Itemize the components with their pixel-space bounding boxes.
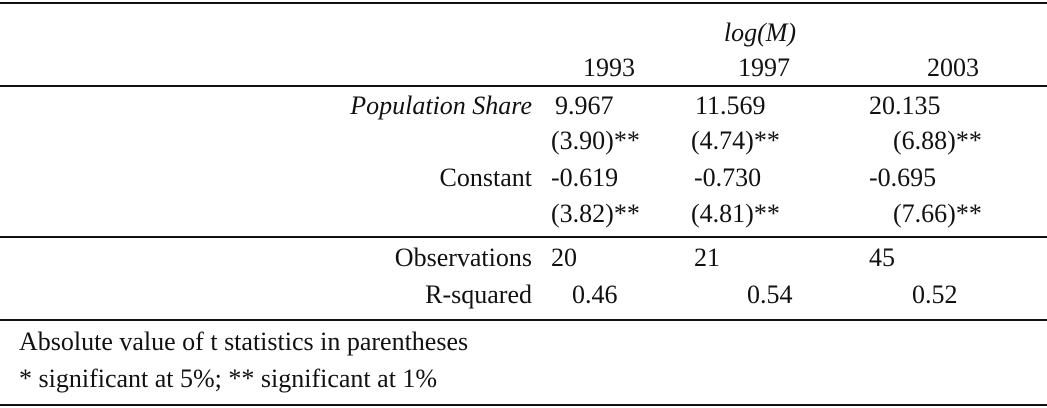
row-label-population-share: Population Share (350, 91, 532, 120)
stats-rule (0, 319, 1047, 321)
column-header-1997: 1997 (738, 53, 790, 82)
note-significance: * significant at 5%; ** significant at 1% (19, 364, 438, 393)
coef-population-share-1997: 11.569 (695, 91, 766, 120)
column-header-2003: 2003 (927, 53, 979, 82)
stat-label-r-squared: R-squared (425, 280, 532, 309)
observations-1997: 21 (694, 243, 720, 272)
tstat-population-share-1993: (3.90)** (551, 126, 640, 155)
r-squared-1997: 0.54 (747, 280, 793, 309)
tstat-constant-1997: (4.81)** (691, 199, 780, 228)
observations-2003: 45 (869, 243, 895, 272)
coef-constant-1997: -0.730 (694, 163, 762, 192)
tstat-population-share-1997: (4.74)** (691, 126, 780, 155)
bottom-rule (0, 404, 1047, 406)
r-squared-2003: 0.52 (912, 280, 958, 309)
header-rule (0, 85, 1047, 87)
tstat-constant-1993: (3.82)** (551, 199, 640, 228)
coefficients-rule (0, 236, 1047, 238)
note-t-statistics: Absolute value of t statistics in parentheses (19, 327, 469, 356)
row-label-constant: Constant (439, 163, 532, 192)
coef-population-share-1993: 9.967 (555, 91, 614, 120)
coef-constant-2003: -0.695 (869, 163, 937, 192)
tstat-population-share-2003: (6.88)** (893, 126, 982, 155)
observations-1993: 20 (551, 243, 577, 272)
coef-constant-1993: -0.619 (551, 163, 619, 192)
tstat-constant-2003: (7.66)** (893, 199, 982, 228)
r-squared-1993: 0.46 (572, 280, 618, 309)
column-header-1993: 1993 (583, 53, 635, 82)
coef-population-share-2003: 20.135 (869, 91, 941, 120)
stat-label-observations: Observations (394, 243, 532, 272)
top-rule (0, 2, 1047, 4)
dependent-variable-label: log(M) (723, 18, 797, 47)
